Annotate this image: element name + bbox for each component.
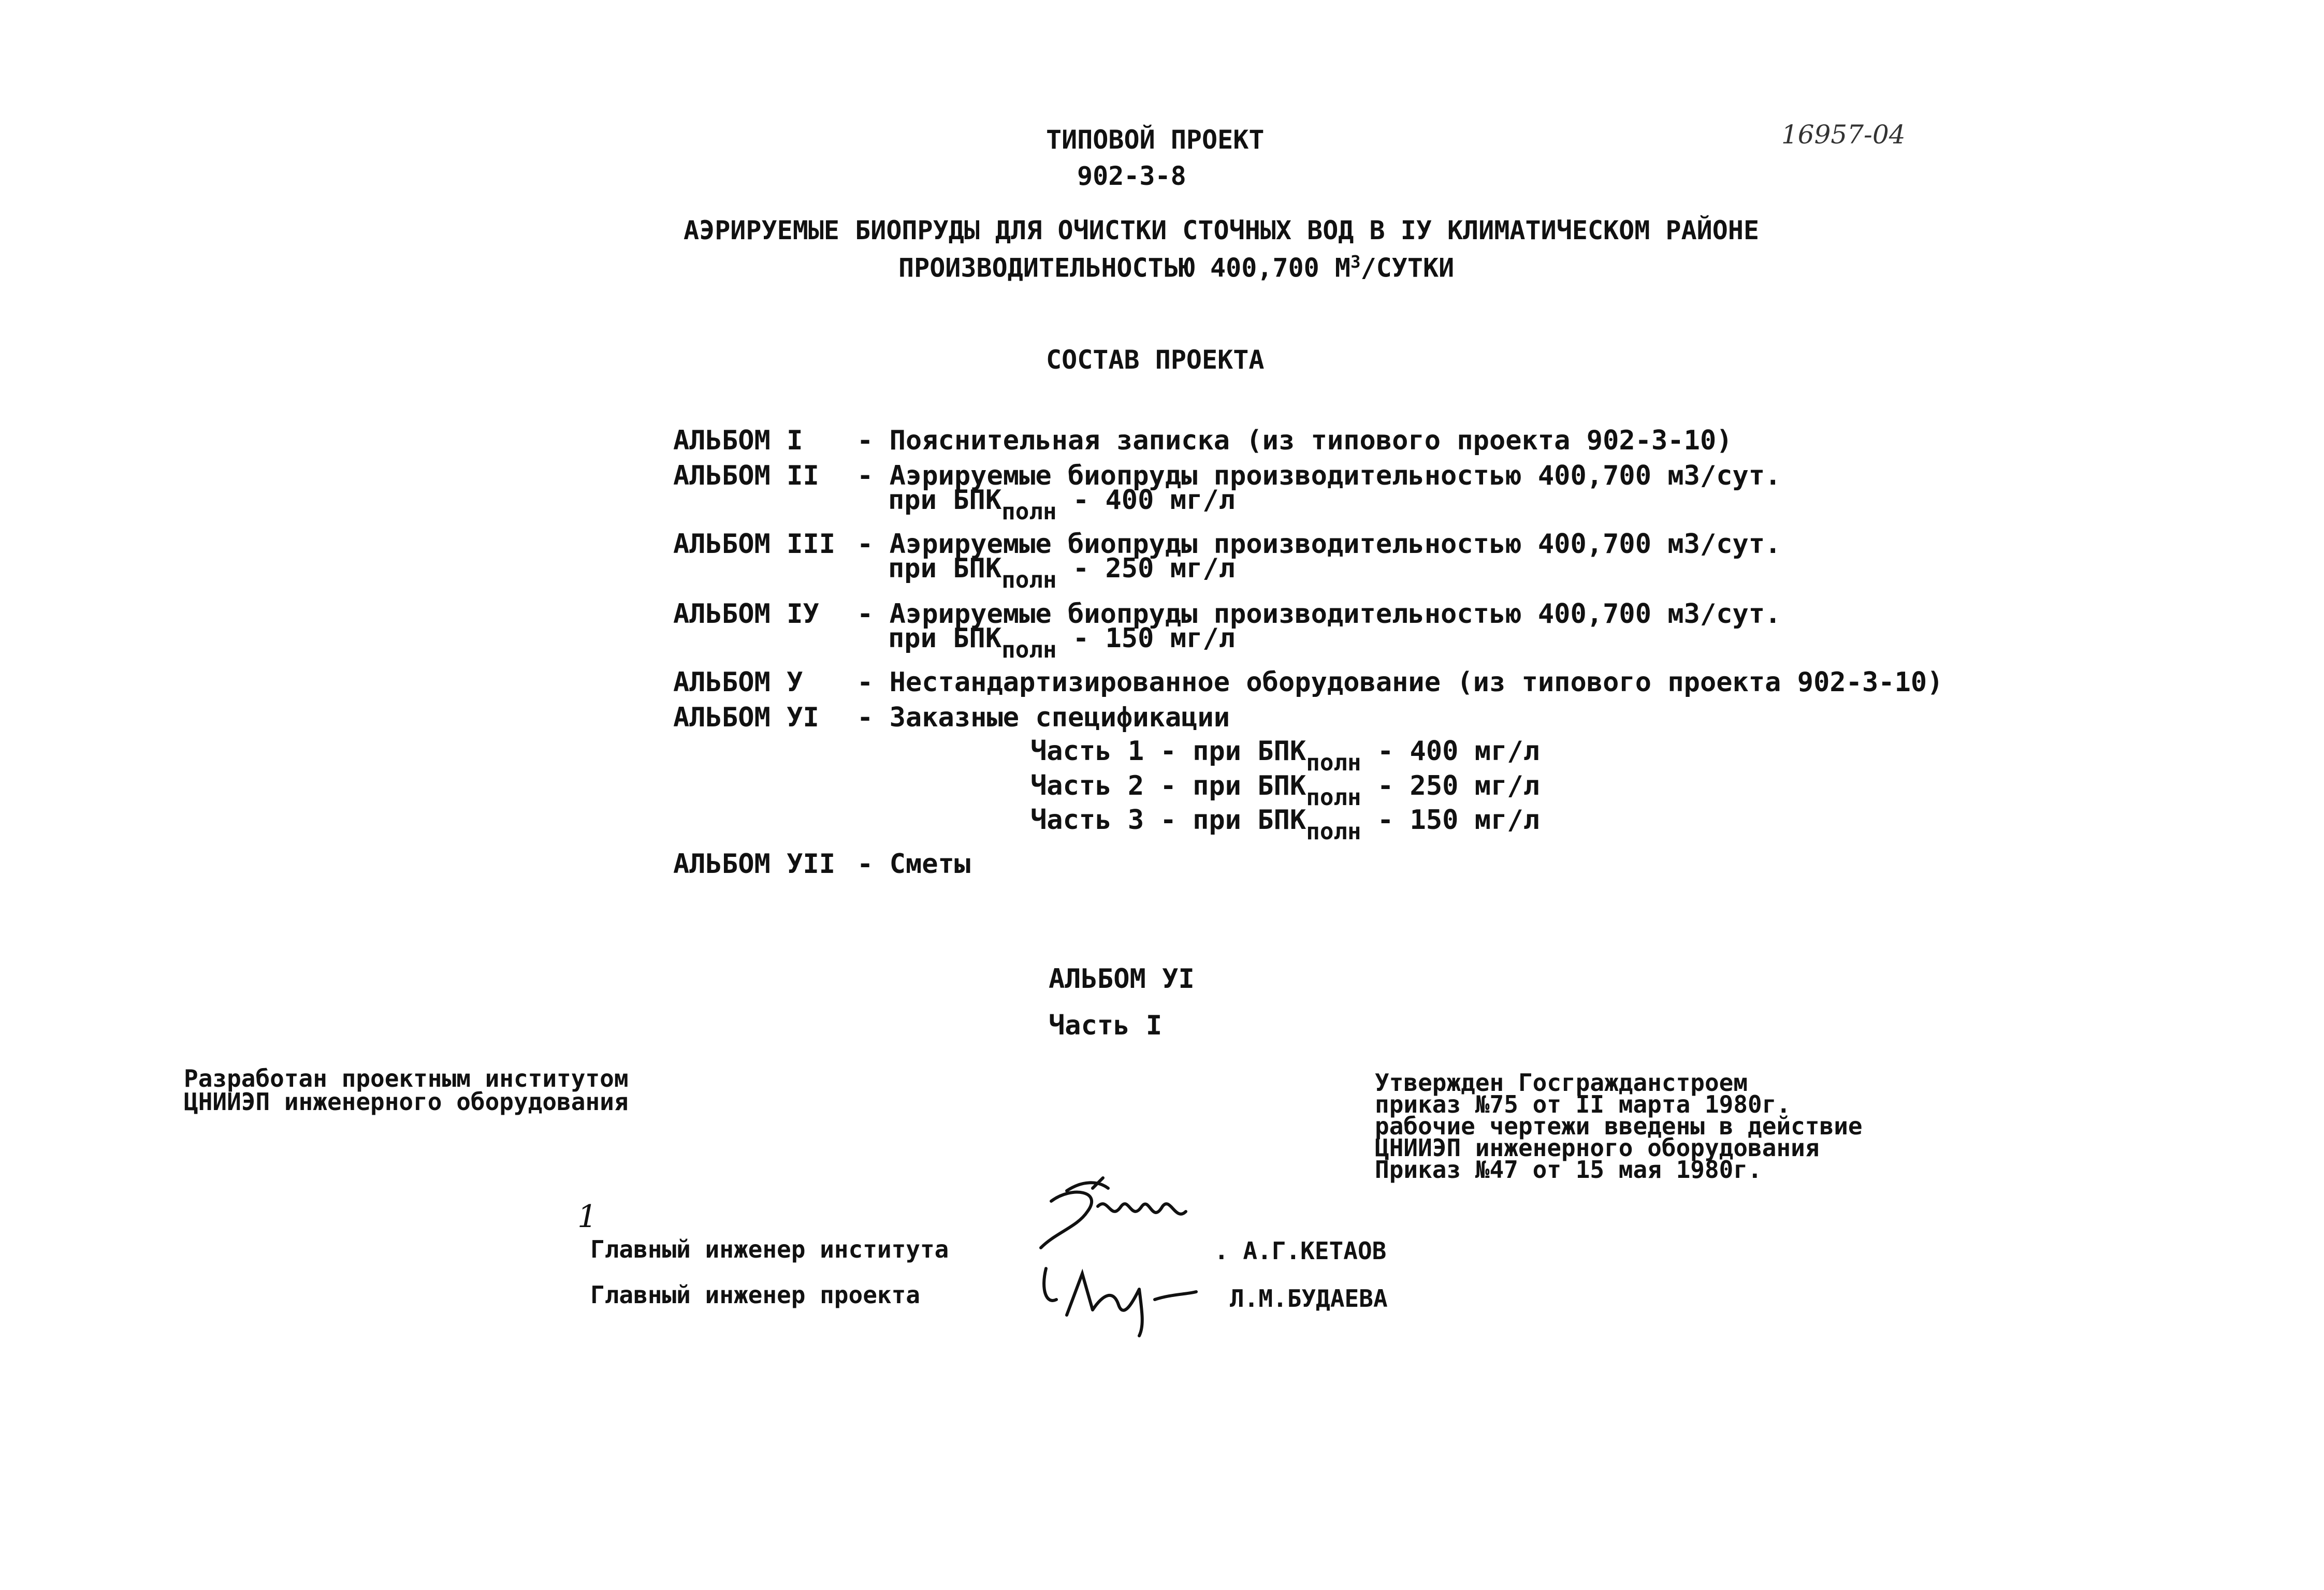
developer-line1: Разработан проектным институтом (184, 1064, 629, 1092)
album-label: АЛЬБОМ III (673, 529, 836, 560)
album-label: АЛЬБОМ У (673, 667, 803, 698)
approval-line1: Утвержден Госгражданстроем (1375, 1069, 1748, 1097)
album-description: - Аэрируемые биопруды производительностью 400,700 м3/сут. (857, 529, 1781, 560)
role-chief-engineer-institute: Главный инженер института (590, 1235, 949, 1263)
approval-line2: приказ №75 от II марта 1980г. (1375, 1090, 1791, 1118)
album-description: - Аэрируемые биопруды производительностью 400,700 м3/сут. (857, 460, 1781, 491)
album-description: - Заказные спецификации (857, 702, 1230, 733)
album-description: - Аэрируемые биопруды производительностью 400,700 м3/сут. (857, 599, 1781, 630)
project-number: 902-3-8 (1077, 161, 1186, 191)
album-label: АЛЬБОМ IУ (673, 599, 819, 630)
album-condition: при БПКполн - 400 мг/л (888, 485, 1235, 525)
composition-heading: СОСТАВ ПРОЕКТА (1046, 345, 1265, 375)
document-title-line1: АЭРИРУЕМЫЕ БИОПРУДЫ ДЛЯ ОЧИСТКИ СТОЧНЫХ ВОД В IУ КЛИМАТИЧЕСКОМ РАЙОНЕ (684, 215, 1760, 245)
approval-line5: Приказ №47 от 15 мая 1980г. (1375, 1156, 1762, 1184)
volume-album: АЛЬБОМ УI (1049, 964, 1195, 995)
album-condition: при БПКполн - 250 мг/л (888, 553, 1235, 593)
part-line: Часть 1 - при БПКполн - 400 мг/л (1030, 736, 1540, 776)
album-description: - Сметы (857, 849, 971, 880)
album-label: АЛЬБОМ УII (673, 849, 836, 880)
volume-part: Часть I (1049, 1010, 1163, 1041)
approval-line4: ЦНИИЭП инженерного оборудования (1375, 1134, 1820, 1162)
album-label: АЛЬБОМ II (673, 460, 819, 491)
archive-number: 16957-04 (1781, 120, 1906, 150)
album-label: АЛЬБОМ I (673, 425, 803, 456)
signature-chief-engineer-institute (1030, 1175, 1201, 1263)
album-description: - Пояснительная записка (из типового проекта 902-3-10) (857, 425, 1733, 456)
part-line: Часть 3 - при БПКполн - 150 мг/л (1030, 805, 1540, 845)
album-condition: при БПКполн - 150 мг/л (888, 623, 1235, 663)
signature-chief-engineer-project (1036, 1258, 1201, 1341)
album-description: - Нестандартизированное оборудование (из типового проекта 902-3-10) (857, 667, 1943, 698)
project-type: ТИПОВОЙ ПРОЕКТ (1046, 125, 1265, 155)
part-line: Часть 2 - при БПКполн - 250 мг/л (1030, 770, 1540, 811)
document-title-line2: ПРОИЗВОДИТЕЛЬНОСТЬЮ 400,700 $М^3$/СУТКИ (898, 252, 1455, 283)
album-label: АЛЬБОМ УI (673, 702, 819, 733)
approval-line3: рабочие чертежи введены в действие (1375, 1112, 1863, 1140)
name-chief-engineer-project: Л.М.БУДАЕВА (1230, 1285, 1388, 1312)
role-chief-engineer-project: Главный инженер проекта (590, 1281, 920, 1309)
developer-line2: ЦНИИЭП инженерного оборудования (184, 1088, 629, 1116)
name-chief-engineer-institute: . А.Г.КЕТАОВ (1214, 1237, 1387, 1265)
handwritten-mark: 1 (577, 1199, 598, 1235)
